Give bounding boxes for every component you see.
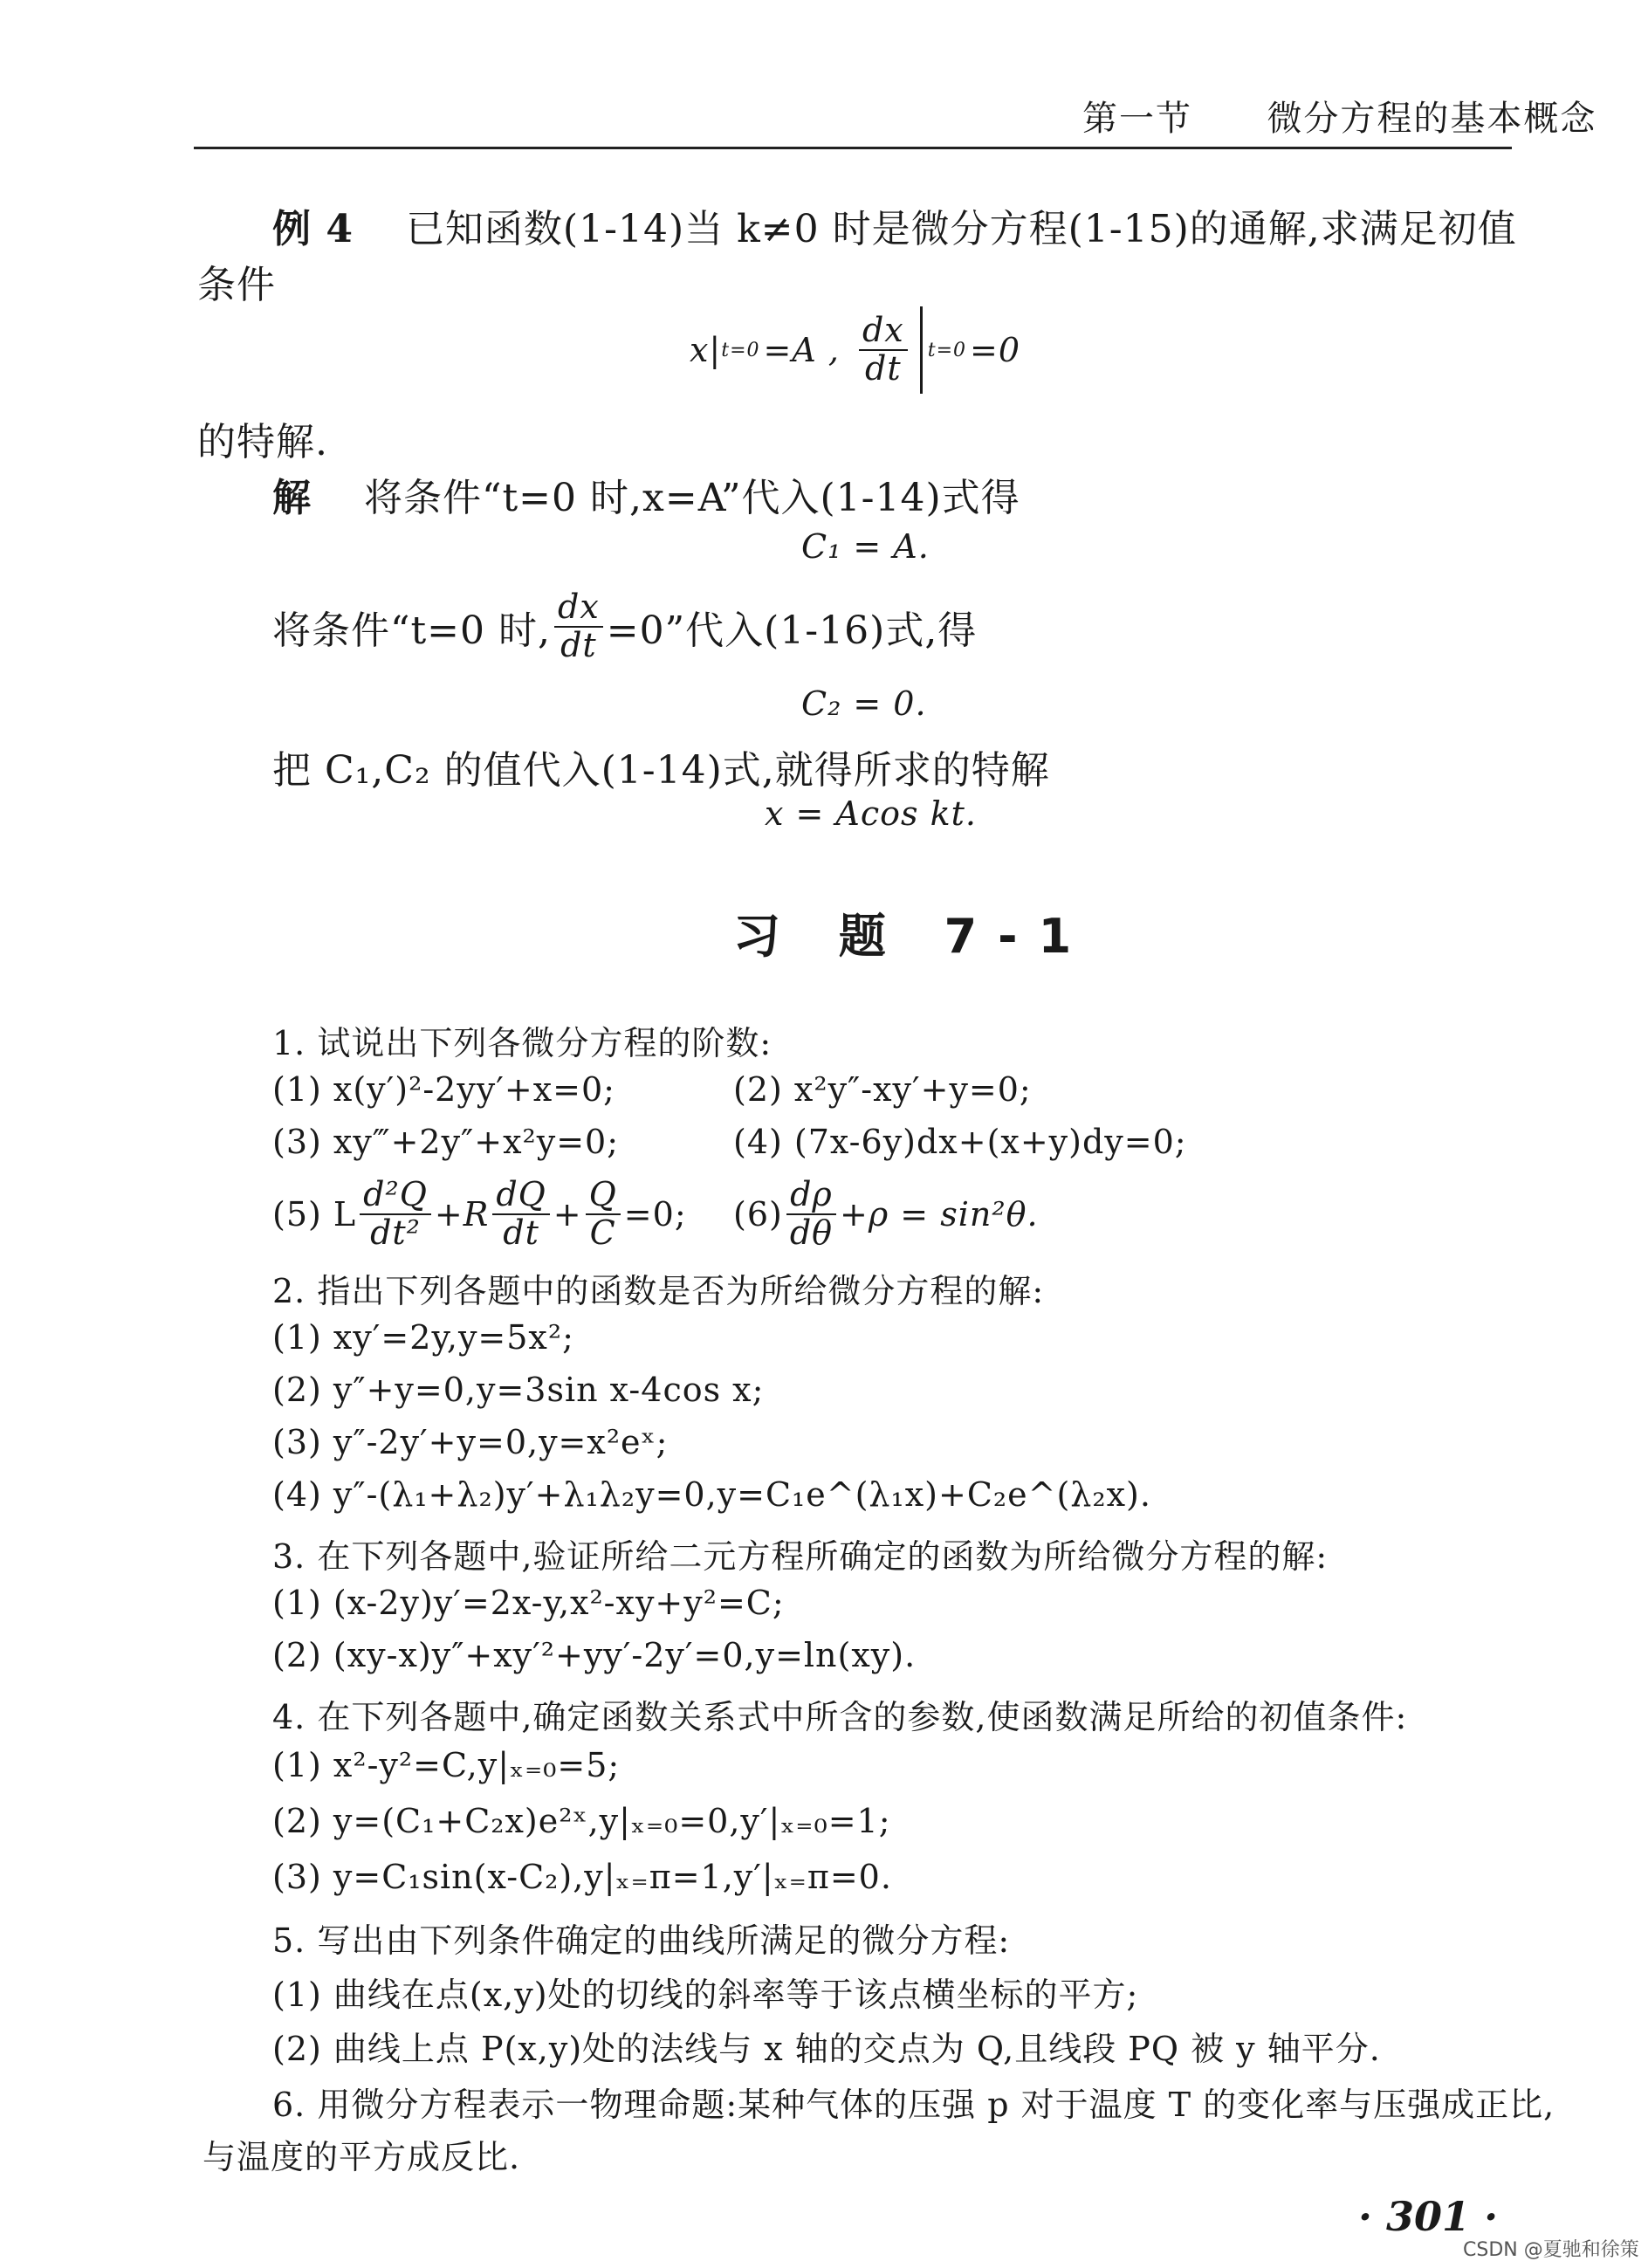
q1-5-pre: (5) L (272, 1195, 357, 1234)
exercise-5-1: (1) 曲线在点(x,y)处的切线的斜率等于该点横坐标的平方; (272, 1976, 1139, 2014)
q1-5-post: =0; (623, 1195, 687, 1234)
q1-5-f3n: Q (586, 1177, 621, 1215)
header-rule (194, 147, 1512, 149)
q1-6-fd: dθ (789, 1213, 834, 1252)
solution-result-1: C₁ = A. (801, 527, 930, 566)
initial-conditions (690, 302, 1020, 398)
example-label: 例 4 (272, 207, 354, 251)
eval-bar (920, 306, 923, 394)
solution-label: 解 (272, 476, 312, 520)
cond-dx-num: dx (859, 313, 908, 351)
exercise-3: 3. 在下列各题中,验证所给二元方程所确定的函数为所给微分方程的解: (272, 1537, 1329, 1576)
solution-step1-text: 将条件“t=0 时,x=A”代入(1-14)式得 (364, 476, 1020, 520)
watermark: CSDN @夏驰和徐策 (1463, 2239, 1639, 2261)
exercise-2-2: (2) y″+y=0,y=3sin x-4cos x; (272, 1371, 765, 1409)
step2-den: dt (560, 626, 597, 664)
example-line-3: 的特解. (197, 420, 328, 464)
exercise-1-6 (733, 1166, 1039, 1262)
q1-5-f2n: dQ (492, 1177, 549, 1215)
header-section: 第一节 (1082, 99, 1192, 139)
running-header (1082, 91, 1596, 141)
exercise-2-3: (3) y″-2y′+y=0,y=x²eˣ; (272, 1423, 669, 1461)
solution-result-3: x = Acos kt. (765, 794, 977, 833)
q1-5-mid: +R (434, 1195, 490, 1234)
exercise-1: 1. 试说出下列各微分方程的阶数: (272, 1024, 772, 1062)
q1-5-frac2 (492, 1177, 549, 1252)
cond-dx-fraction (859, 313, 908, 388)
cond-dx-sub: t=0 (927, 339, 967, 361)
exercise-6-line-2: 与温度的平方成反比. (203, 2138, 521, 2176)
exercise-5-2: (2) 曲线上点 P(x,y)处的法线与 x 轴的交点为 Q,且线段 PQ 被 y 轴平分. (272, 2030, 1381, 2068)
exercise-3-2: (2) (xy-x)y″+xy′²+yy′-2y′=0,y=ln(xy). (272, 1636, 917, 1674)
exercise-1-1: (1) x(y′)²-2yy′+x=0; (272, 1070, 615, 1109)
example-line-1 (272, 197, 1517, 253)
q1-6-fn: dρ (786, 1177, 836, 1215)
exercise-4-3: (3) y=C₁sin(x-C₂),y|ₓ₌π=1,y′|ₓ₌π=0. (272, 1858, 892, 1896)
q1-6-frac (786, 1177, 836, 1252)
exercise-3-1: (1) (x-2y)y′=2x-y,x²-xy+y²=C; (272, 1584, 785, 1622)
step2-pre: 将条件“t=0 时, (272, 608, 552, 653)
exercise-6-line-1: 6. 用微分方程表示一物理命题:某种气体的压强 p 对于温度 T 的变化率与压强成正比, (272, 2086, 1555, 2124)
q1-6-pre: (6) (733, 1195, 783, 1234)
cond-x: x| (690, 331, 722, 369)
q1-6-post: +ρ = sin²θ. (840, 1195, 1039, 1234)
exercise-4-1: (1) x²-y²=C,y|ₓ₌₀=5; (272, 1746, 621, 1784)
exercise-2-4: (4) y″-(λ₁+λ₂)y′+λ₁λ₂y=0,y=C₁e^(λ₁x)+C₂e^(λ₂x). (272, 1475, 1151, 1514)
step2-num: dx (554, 589, 603, 628)
exercise-1-4: (4) (7x-6y)dx+(x+y)dy=0; (733, 1123, 1187, 1161)
step2-fraction (554, 589, 603, 664)
exercise-4-2: (2) y=(C₁+C₂x)e²ˣ,y|ₓ₌₀=0,y′|ₓ₌₀=1; (272, 1802, 891, 1840)
solution-step-3: 把 C₁,C₂ 的值代入(1-14)式,就得所求的特解 (272, 748, 1050, 793)
cond-dx-den: dt (865, 349, 902, 388)
exercise-1-5: (5) L $\frac{\text{d²Q}}{\text{dt²}}$ +R $\frac{dQ}{dt}$ + $\frac{Q}{C}$ =0; (272, 1175, 687, 1252)
page-number: · 301 · (1358, 2193, 1499, 2240)
q1-5-f2d: dt (503, 1213, 539, 1252)
exercise-5: 5. 写出由下列条件确定的曲线所满足的微分方程: (272, 1921, 1011, 1960)
cond-x-rhs: =A , (763, 331, 840, 369)
exercise-1-2: (2) x²y″-xy′+y=0; (733, 1070, 1032, 1109)
solution-step-2 (272, 583, 977, 670)
exercise-1-3: (3) xy‴+2y″+x²y=0; (272, 1123, 620, 1161)
example-statement: 已知函数(1-14)当 k≠0 时是微分方程(1-15)的通解,求满足初值 (405, 207, 1517, 251)
exercise-4: 4. 在下列各题中,确定函数关系式中所含的参数,使函数满足所给的初值条件: (272, 1698, 1408, 1736)
exercise-2-1: (1) xy′=2y,y=5x²; (272, 1318, 574, 1357)
cond-x-sub: t=0 (721, 339, 760, 361)
solution-step-1 (272, 466, 1020, 522)
q1-5-frac3 (586, 1177, 621, 1252)
step2-post: =0”代入(1-16)式,得 (606, 608, 978, 653)
q1-5-f1d: dt² (370, 1213, 421, 1252)
q1-5-f1n: d²Q (360, 1177, 431, 1215)
cond-dx-rhs: =0 (970, 331, 1021, 369)
q1-5-f3d: C (589, 1213, 616, 1252)
solution-result-2: C₂ = 0. (801, 684, 927, 723)
exercise-2: 2. 指出下列各题中的函数是否为所给微分方程的解: (272, 1272, 1045, 1310)
exercises-title: 习 题 7-1 (733, 909, 1093, 964)
q1-5-frac1 (360, 1177, 431, 1252)
header-title: 微分方程的基本概念 (1267, 99, 1597, 139)
example-line-2: 条件 (197, 263, 276, 307)
